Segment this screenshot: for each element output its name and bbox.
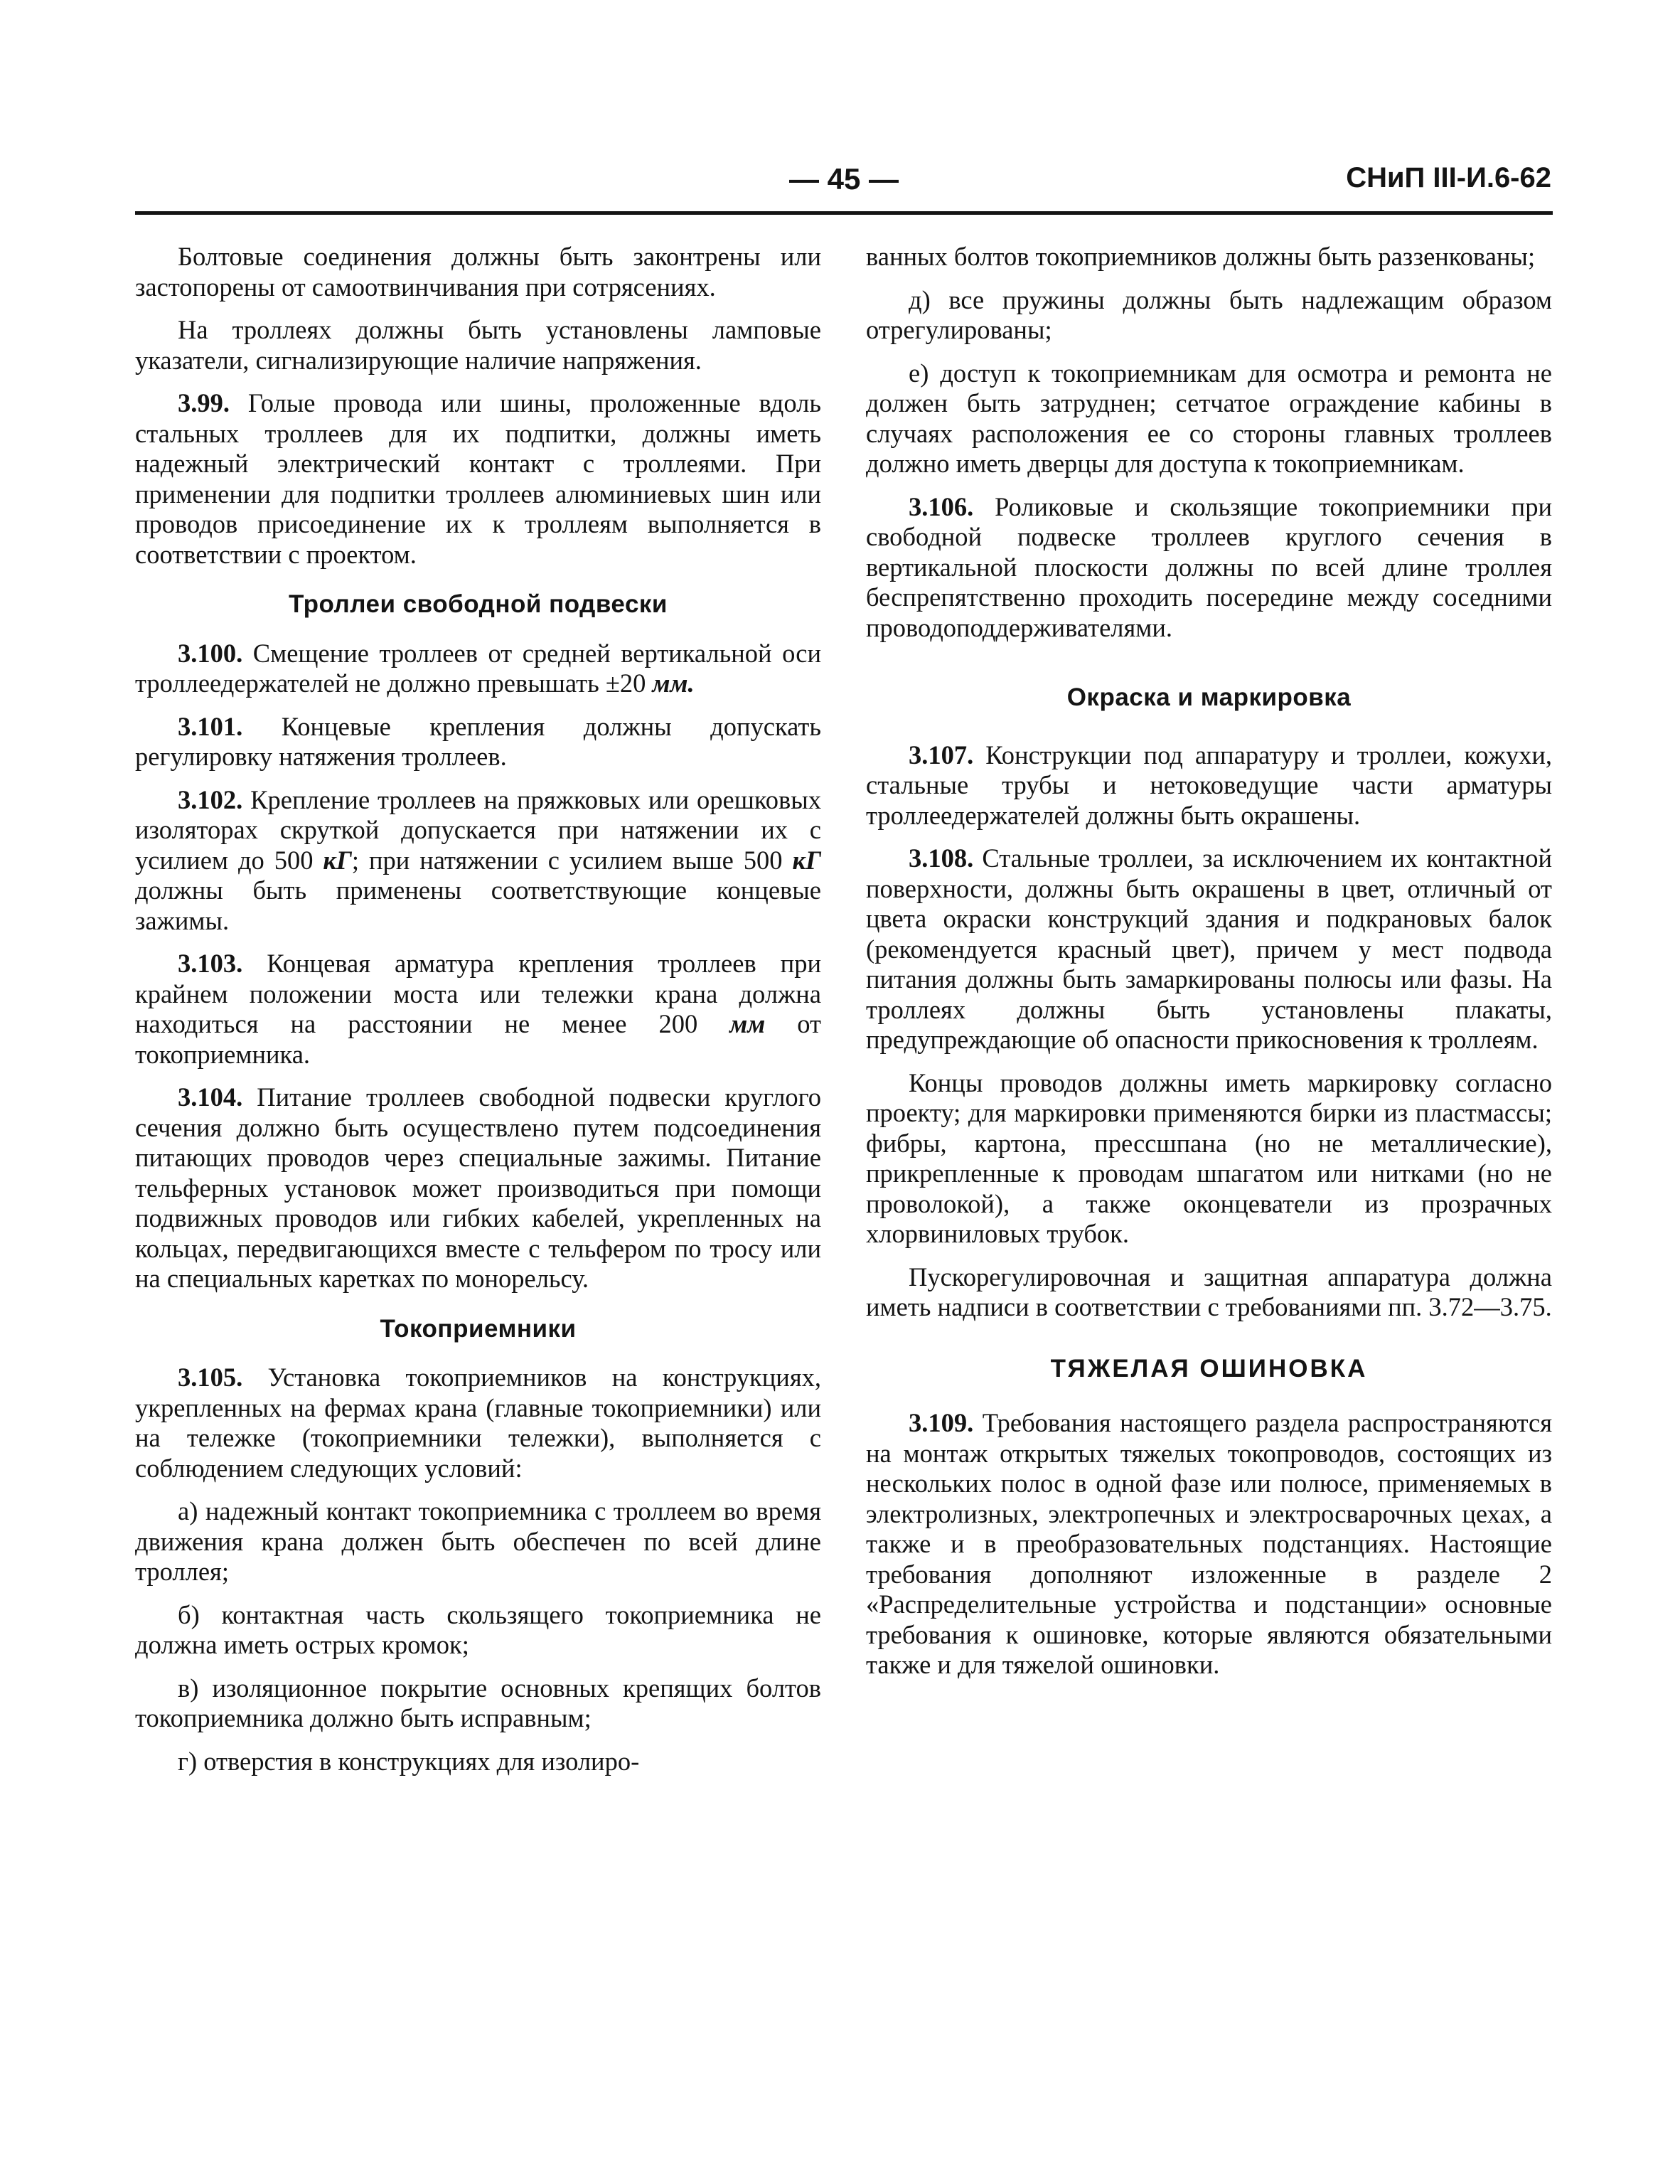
clause-text: Концевая арматура крепления троллеев при крайнем положении моста или тележки крана должна находиться на расстоянии не менее 200 <box>135 949 821 1038</box>
clause-number: 3.107. <box>909 740 974 769</box>
left-column <box>135 242 821 1777</box>
section-heading-current-collectors: Токоприемники <box>380 1314 577 1343</box>
paragraph-lamps: На троллеях должны быть установлены ламповые указатели, сигнализирующие наличие напряжения. <box>135 315 821 375</box>
clause-3-105 <box>135 1363 821 1483</box>
paragraph-starting-apparatus: Пускорегулировочная и защитная аппаратура должна иметь надписи в соответствии с требованиями пп. 3.72—3.75. <box>866 1262 1552 1321</box>
clause-3-103 <box>135 949 821 1070</box>
right-column <box>866 242 1552 1680</box>
unit-kg: кГ <box>323 845 352 875</box>
document-code: СНиП III-И.6-62 <box>1346 162 1551 193</box>
clause-text: Конструкции под аппаратуру и троллеи, кожухи, стальные трубы и нетоковедущие части арматуры троллеедержателей должны быть окрашены. <box>866 740 1552 830</box>
clause-3-109 <box>866 1408 1552 1680</box>
section-heading-free-suspension: Троллеи свободной подвески <box>289 590 668 618</box>
list-item-g: г) отверстия в конструкциях для изолиро- <box>178 1746 640 1776</box>
list-item-d: д) все пружины должны быть надлежащим образом отрегулированы; <box>866 284 1552 344</box>
page-number: — 45 — <box>788 162 899 196</box>
clause-number: 3.100. <box>178 638 243 668</box>
clause-text: от токоприемника. <box>135 1009 821 1069</box>
clause-number: 3.106. <box>909 491 974 521</box>
clause-3-99 <box>135 388 821 570</box>
clause-3-107 <box>866 740 1552 831</box>
clause-number: 3.99. <box>178 388 230 417</box>
paragraph-wire-ends: Концы проводов должны иметь маркировку согласно проекту; для маркировки применяются бирки из пластмассы; фибры, картона, прессшпана (но не металлические), прикрепленные к проводам шпагатом или нитками (но не проволокой), а также оконцеватели из прозрачных хлорвиниловых трубок. <box>866 1067 1552 1248</box>
clause-number: 3.103. <box>178 949 243 978</box>
list-item-v: в) изоляционное покрытие основных крепящих болтов токоприемника должно быть исправным; <box>135 1673 821 1732</box>
clause-text: Смещение троллеев от средней вертикальной оси троллеедержателей не должно превышать ±20 <box>135 638 821 698</box>
clause-number: 3.102. <box>178 784 243 814</box>
clause-text: Голые провода или шины, проложенные вдоль стальных троллеев для их подпитки, должны иметь надежный электрический контакт с троллеями. При применении для подпитки троллеев алюминиевых шин или проводов присоединение их к троллеям выполняется в соответствии с проектом. <box>135 388 821 569</box>
clause-text: должны быть применены соответствующие концевые зажимы. <box>135 875 821 935</box>
clause-number: 3.109. <box>909 1408 974 1437</box>
clause-3-100 <box>135 639 821 699</box>
clause-number: 3.104. <box>178 1082 243 1112</box>
clause-text: Концевые крепления должны допускать регулировку натяжения троллеев. <box>135 711 821 771</box>
paragraph-bolts: Болтовые соединения должны быть законтрены или застопорены от самоотвинчивания при сотрясениях. <box>135 242 821 302</box>
paragraph-continuation: ванных болтов токоприемников должны быть раззенкованы; <box>866 242 1536 271</box>
list-item-a: а) надежный контакт токоприемника с троллеем во время движения крана должен быть обеспечен по всей длине троллея; <box>135 1496 821 1586</box>
clause-number: 3.108. <box>909 843 974 873</box>
clause-text: Требования настоящего раздела распространяются на монтаж открытых тяжелых токопроводов, состоящих из нескольких полос в одной фазе или полюсе, применяемых в электролизных, электропечных и электросварочных цехах, а также и в преобразовательных подстанциях. Настоящие требования дополняют изложенные в разделе 2 «Распределительные устройства и подстанции» основные требования к ошиновке, которые являются обязательными также и для тяжелой ошиновки. <box>866 1408 1552 1679</box>
clause-text: Питание троллеев свободной подвески круглого сечения должно быть осуществлено путем подсоединения питающих проводов через специальные зажимы. Питание тельферных установок может производиться при помощи подвижных проводов или гибких кабелей, укрепленных на кольцах, передвигающихся вместе с тельфером по тросу или на специальных каретках по монорельсу. <box>135 1082 821 1293</box>
clause-text: Установка токоприемников на конструкциях, укрепленных на фермах крана (главные токоприемники) или на тележке (токоприемники тележки), выполняется с соблюдением следующих условий: <box>135 1363 821 1483</box>
clause-3-106 <box>866 492 1552 644</box>
clause-text: Роликовые и скользящие токоприемники при свободной подвеске троллеев круглого сечения в вертикальной плоскости должны по всей длине троллея беспрепятственно проходить посередине между соседними проводоподдерживателями. <box>866 491 1552 642</box>
clause-number: 3.105. <box>178 1363 243 1392</box>
section-heading-painting-marking: Окраска и маркировка <box>1066 683 1352 711</box>
section-heading-heavy-busbars: ТЯЖЕЛАЯ ОШИНОВКА <box>1050 1354 1368 1383</box>
unit-mm: мм <box>729 1009 766 1038</box>
clause-text: Стальные троллеи, за исключением их контактной поверхности, должны быть окрашены в цвет, отличный от цвета окраски конструкций здания и подкрановых балок (рекомендуется красный цвет), причем у мест подвода питания должны быть замаркированы полюсы или фазы. На троллеях должны быть установлены плакаты, предупреждающие об опасности прикосновения к троллеям. <box>866 843 1552 1054</box>
clause-3-101 <box>135 712 821 772</box>
header-rule <box>135 211 1553 215</box>
list-item-e: е) доступ к токоприемникам для осмотра и ремонта не должен быть затруднен; сетчатое ограждение кабины в случаях расположения ее со стороны главных троллеев должно иметь дверцы для доступа к токоприемникам. <box>866 358 1552 478</box>
clause-text: ; при натяжении с усилием выше 500 <box>351 845 793 875</box>
clause-3-104 <box>135 1082 821 1294</box>
unit-mm: мм. <box>652 668 695 698</box>
list-item-b: б) контактная часть скользящего токоприемника не должна иметь острых кромок; <box>135 1599 821 1659</box>
clause-3-108 <box>866 843 1552 1055</box>
clause-number: 3.101. <box>178 711 243 741</box>
clause-text: Крепление троллеев на пряжковых или орешковых изоляторах скруткой допускается при натяжении их с усилием до 500 <box>135 784 821 875</box>
page-header <box>137 162 1551 205</box>
unit-kg: кГ <box>792 845 821 875</box>
clause-3-102 <box>135 785 821 937</box>
